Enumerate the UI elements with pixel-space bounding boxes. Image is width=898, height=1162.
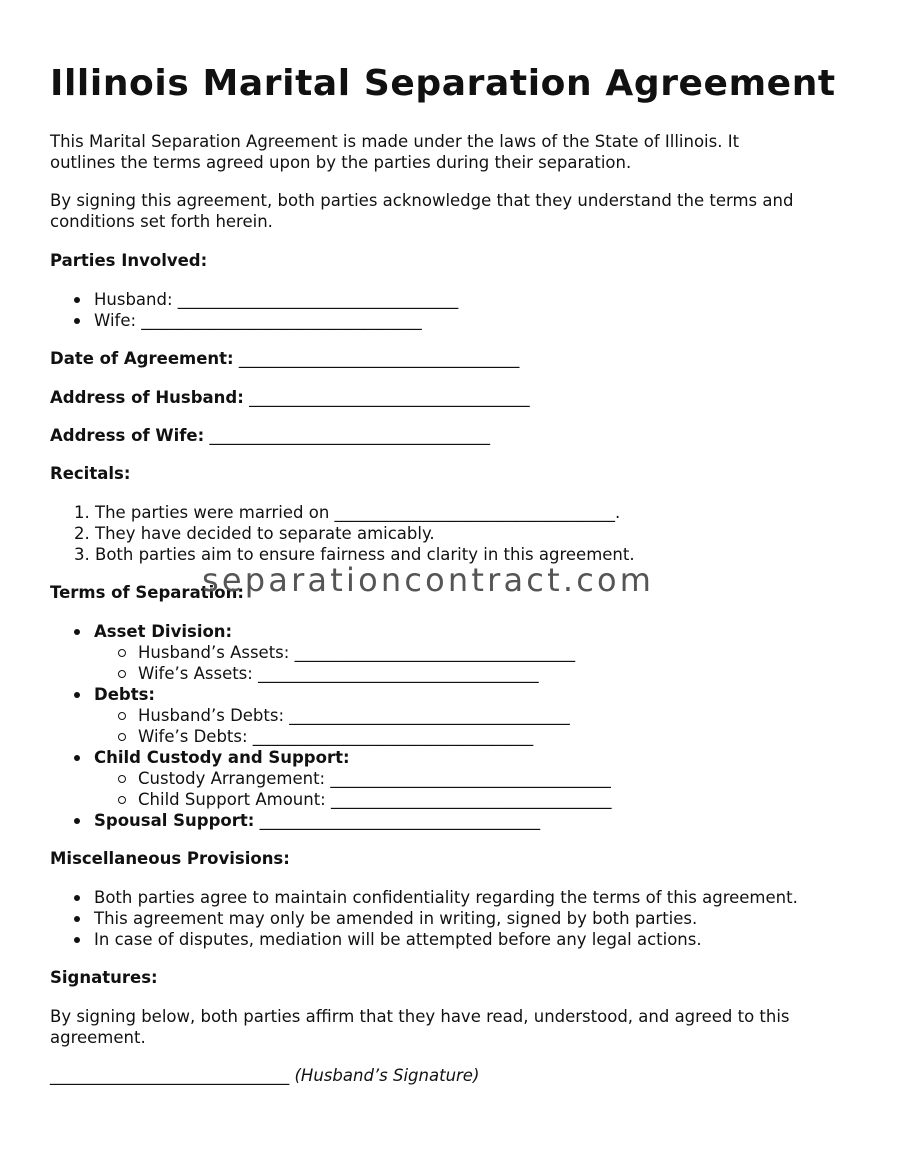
date-of-agreement: [50, 348, 519, 369]
address-wife-label: Address of Wife:: [50, 426, 205, 445]
husband-name-field: Husband: __________________________________: [94, 290, 459, 309]
misc-heading: Miscellaneous Provisions:: [50, 849, 290, 868]
wife-debts-field: Wife’s Debts: __________________________________: [138, 727, 534, 746]
husband-assets-field: Husband’s Assets: __________________________________: [138, 643, 576, 662]
wife-name-field: Wife: __________________________________: [94, 311, 422, 330]
signatures-line-1: By signing below, both parties affirm that they have read, understood, and agreed to this: [50, 1007, 790, 1026]
recitals-heading: Recitals:: [50, 464, 131, 483]
misc-provision: In case of disputes, mediation will be attempted before any legal actions.: [94, 930, 702, 949]
recital-item-2: 2. They have decided to separate amicably.: [74, 524, 435, 543]
wife-assets-field: Wife’s Assets: __________________________________: [138, 664, 539, 683]
child-support-field: Child Support Amount: __________________________________: [138, 790, 612, 809]
address-wife-blank: __________________________________: [204, 426, 490, 445]
terms-heading: Terms of Separation:: [50, 583, 244, 602]
spousal-support-blank: __________________________________: [254, 811, 541, 830]
signature-blank: _____________________________: [50, 1066, 290, 1085]
intro-line-2: outlines the terms agreed upon by the parties during their separation.: [50, 153, 632, 172]
address-husband-label: Address of Husband:: [50, 388, 244, 407]
intro-line-3: By signing this agreement, both parties acknowledge that they understand the terms and: [50, 191, 794, 210]
date-blank: __________________________________: [233, 349, 520, 368]
misc-provision: This agreement may only be amended in writing, signed by both parties.: [94, 909, 698, 928]
parties-heading: Parties Involved:: [50, 251, 208, 270]
misc-provision: Both parties agree to maintain confidentiality regarding the terms of this agreement.: [94, 888, 798, 907]
recital-text: They have decided to separate amicably.: [95, 524, 435, 543]
spousal-support-label: Spousal Support:: [94, 811, 255, 830]
spousal-support-line: [94, 810, 540, 831]
custody-arrangement-field: Custody Arrangement: __________________________________: [138, 769, 611, 788]
recital-text: Both parties aim to ensure fairness and clarity in this agreement.: [95, 545, 635, 564]
recital-text: The parties were married on __________________________________.: [95, 503, 621, 522]
husband-debts-field: Husband’s Debts: __________________________________: [138, 706, 570, 725]
husband-signature-caption: (Husband’s Signature): [294, 1066, 480, 1085]
husband-signature-line: [50, 1065, 479, 1086]
child-custody-label: Child Custody and Support:: [94, 748, 350, 767]
watermark-text: separationcontract.com: [202, 561, 655, 599]
address-husband-blank: __________________________________: [243, 388, 530, 407]
document-title: Illinois Marital Separation Agreement: [50, 63, 836, 104]
address-of-husband: [50, 387, 530, 408]
date-label: Date of Agreement:: [50, 349, 234, 368]
recital-item-1: 1. The parties were married on __________________________________.: [74, 503, 621, 522]
intro-line-4: conditions set forth herein.: [50, 212, 273, 231]
debts-label: Debts:: [94, 685, 156, 704]
signatures-line-2: agreement.: [50, 1028, 146, 1047]
signatures-heading: Signatures:: [50, 968, 158, 987]
address-of-wife: [50, 425, 490, 446]
asset-division-label: Asset Division:: [94, 622, 233, 641]
recital-item-3: 3. Both parties aim to ensure fairness and clarity in this agreement.: [74, 545, 635, 564]
intro-line-1: This Marital Separation Agreement is made under the laws of the State of Illinois. It: [50, 132, 740, 151]
